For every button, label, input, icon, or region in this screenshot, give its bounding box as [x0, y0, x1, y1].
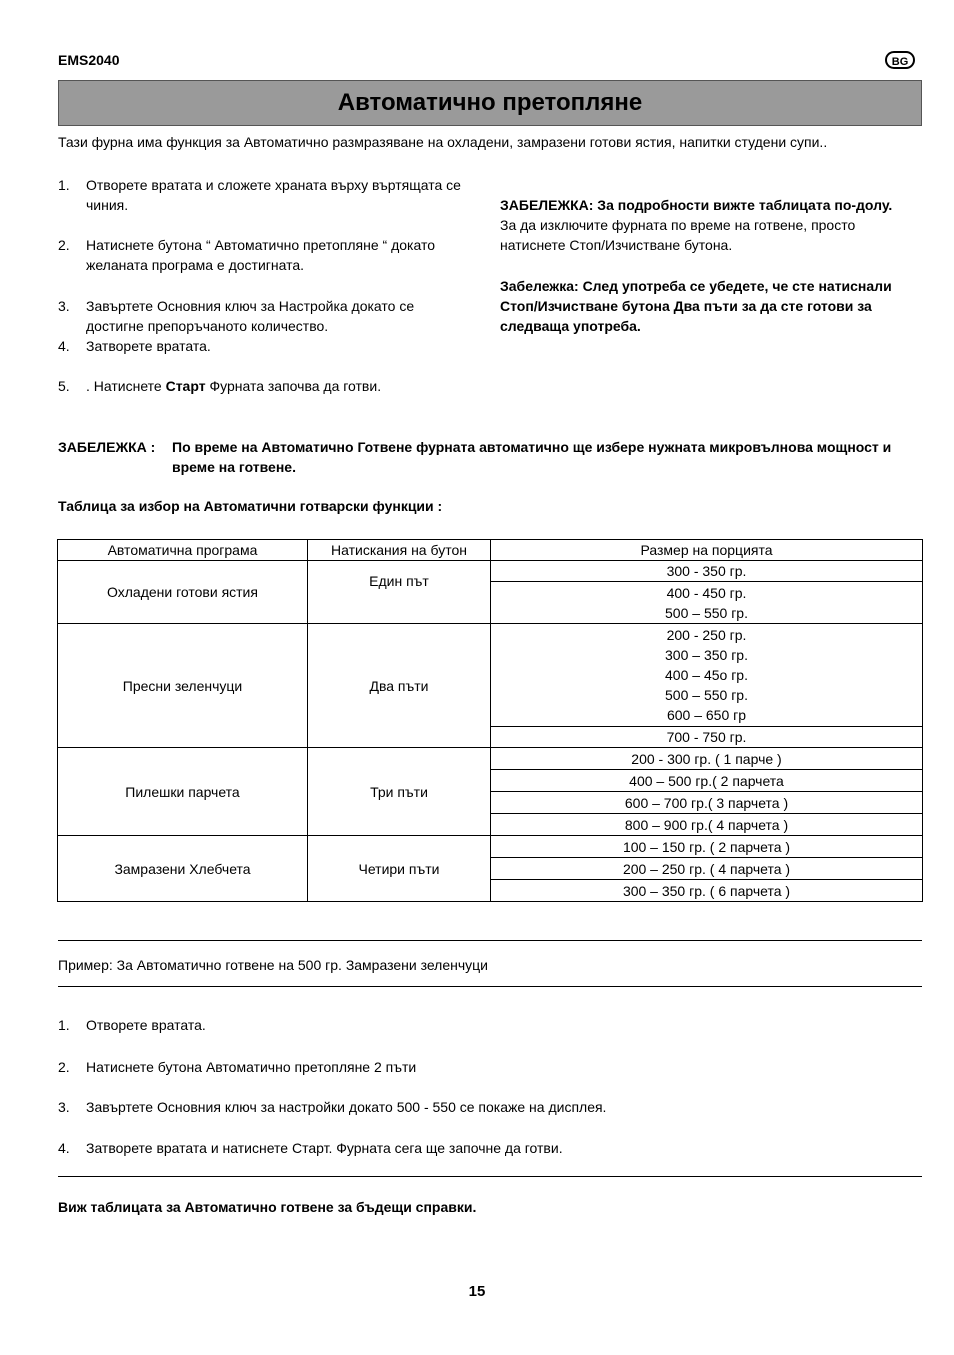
divider [58, 1176, 922, 1177]
right-note-1: ЗАБЕЛЕЖКА: За подробности вижте таблицата по-долу. За да изключите фурната по време на готвене, просто натиснете Стоп/Изчистване бутона. [500, 197, 893, 253]
portion-size: 200 - 250 гр. 300 – 350 гр. 400 – 45о гр. 500 – 550 гр. 600 – 650 гр [491, 624, 923, 727]
portion-size: 200 - 300 гр. ( 1 парче ) [491, 748, 923, 770]
header-size: Размер на порцията [491, 540, 923, 561]
example-title: Пример: За Автоматично готвене на 500 гр. Замразени зеленчуци [58, 957, 488, 973]
header-program: Автоматична програма [58, 540, 308, 561]
portion-size: 300 – 350 гр. ( 6 парчета ) [491, 880, 923, 902]
header-presses: Натискания на бутон [308, 540, 491, 561]
portion-size: 100 – 150 гр. ( 2 парчета ) [491, 836, 923, 858]
auto-program-table [57, 539, 923, 902]
right-note-2: Забележка: След употреба се убедете, че сте натиснали Стоп/Изчистване бутона Два пъти за да сте готови за следваща употреба. [500, 278, 892, 334]
footer-note: Виж таблицата за Автоматично готвене за бъдещи справки. [58, 1199, 477, 1215]
program-name: Пресни зеленчуци [58, 624, 308, 748]
page-title: Автоматично претопляне [58, 80, 922, 126]
table-title: Таблица за избор на Автоматични готварски функции : [58, 498, 443, 514]
portion-size: 200 – 250 гр. ( 4 парчета ) [491, 858, 923, 880]
portion-size: 300 - 350 гр. [491, 561, 923, 582]
button-presses: Два пъти [308, 624, 491, 748]
button-presses: Три пъти [308, 748, 491, 836]
program-name: Замразени Хлебчета [58, 836, 308, 902]
divider [58, 986, 922, 987]
table-row [58, 836, 923, 858]
portion-size: 700 - 750 гр. [491, 727, 923, 748]
language-badge: BG [885, 51, 915, 69]
table-row [58, 561, 923, 582]
model-number: EMS2040 [58, 52, 120, 68]
table-row [58, 748, 923, 770]
program-name: Пилешки парчета [58, 748, 308, 836]
table-row [58, 624, 923, 727]
page-number: 15 [468, 1283, 486, 1300]
table-header-row [58, 540, 923, 561]
portion-size: 400 - 450 гр. 500 – 550 гр. [491, 582, 923, 624]
portion-size: 400 – 500 гр.( 2 парчета [491, 770, 923, 792]
button-presses: Четири пъти [308, 836, 491, 902]
portion-size: 800 – 900 гр.( 4 парчета ) [491, 814, 923, 836]
intro-text: Тази фурна има функция за Автоматично размразяване на охладени, замразени готови ястия, напитки студени супи.. [58, 134, 828, 150]
portion-size: 600 – 700 гр.( 3 парчета ) [491, 792, 923, 814]
divider [58, 940, 922, 941]
program-name: Охладени готови ястия [58, 561, 308, 624]
button-presses: Един път [308, 561, 491, 624]
